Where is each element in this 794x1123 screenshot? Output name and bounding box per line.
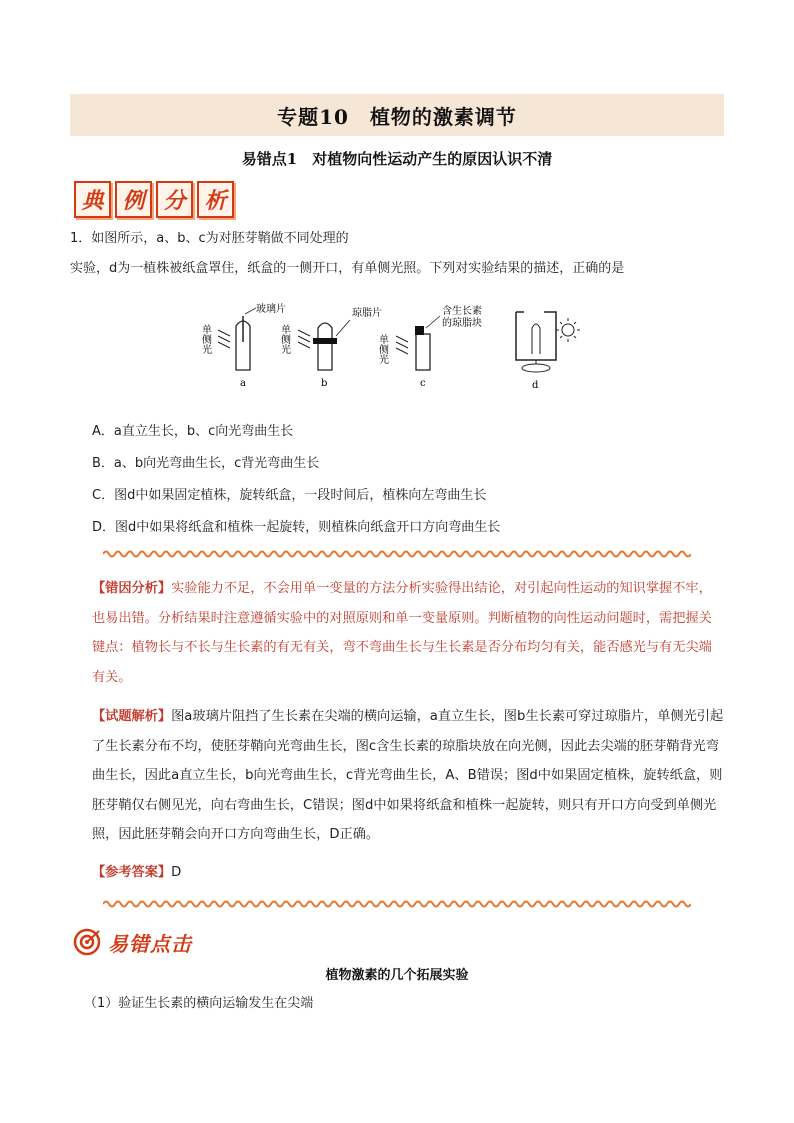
error-analysis-tag: 【错因分析】 <box>92 581 172 596</box>
badge-char: 分 <box>156 181 193 218</box>
target-icon <box>72 927 102 957</box>
error-analysis <box>92 574 724 692</box>
section-subtitle: 易错点1 对植物向性运动产生的原因认识不清 <box>241 150 553 168</box>
wave-divider <box>103 898 691 910</box>
option-b: B．a、b向光弯曲生长，c背光弯曲生长 <box>92 456 320 471</box>
wave-divider <box>103 548 691 560</box>
auxin-agar-label-2: 的琼脂块 <box>442 318 482 329</box>
badge-char: 典 <box>74 181 111 218</box>
error-analysis-text: 实验能力不足，不会用单一变量的方法分析实验得出结论，对引起向性运动的知识掌握不牢，也易出错。分析结果时注意遵循实验中的对照原则和单一变量原则。判断植物的向性运动问题时，需把握关键点：植物长与不长与生长素的有无有关，弯不弯曲生长与生长素是否分布均匀有关，能否感光与有无尖端有关。 <box>92 581 712 685</box>
solution-tag: 【试题解析】 <box>92 709 172 724</box>
answer <box>92 858 724 888</box>
answer-text: D <box>171 865 182 880</box>
caption-c: c <box>420 378 426 389</box>
badge-char: 例 <box>115 181 152 218</box>
agar-label: 琼脂片 <box>352 308 382 319</box>
question-line-1: 1．如图所示，a、b、c为对胚芽鞘做不同处理的 <box>70 231 349 246</box>
badge-char: 析 <box>197 181 234 218</box>
title-bar <box>70 94 724 136</box>
section-item: （1）验证生长素的横向运输发生在尖端 <box>84 996 314 1011</box>
experiment-figure <box>200 302 580 392</box>
figure-a <box>200 302 286 389</box>
option-c: C．图d中如果固定植株，旋转纸盒，一段时间后，植株向左弯曲生长 <box>92 488 487 503</box>
caption-b: b <box>321 378 328 389</box>
figure-d <box>516 312 580 391</box>
caption-d: d <box>532 380 539 391</box>
option-d: D．图d中如果将纸盒和植株一起旋转，则植株向纸盒开口方向弯曲生长 <box>92 520 501 535</box>
example-analysis-badge <box>74 181 234 218</box>
figure-b <box>279 306 383 389</box>
answer-tag: 【参考答案】 <box>92 865 172 880</box>
section-title: 植物激素的几个拓展实验 <box>325 968 469 983</box>
light-label-a: 单侧光 <box>200 324 211 354</box>
page-title: 专题10 植物的激素调节 <box>277 104 517 129</box>
glass-label: 玻璃片 <box>256 304 286 315</box>
solution-text: 图a玻璃片阻挡了生长素在尖端的横向运输，a直立生长，图b生长素可穿过琼脂片，单侧光引起了生长素分布不均，使胚芽鞘向光弯曲生长，图c含生长素的琼脂块放在向光侧，因此去尖端的胚芽鞘背光弯曲生长，因此a直立生长，b向光弯曲生长，c背光弯曲生长，A、B错误；图d中如果固定植株，旋转纸盒，则胚芽鞘仅右侧见光，向右弯曲生长，C错误；图d中如果将纸盒和植株一起旋转，则只有开口方向受到单侧光照，因此胚芽鞘会向开口方向弯曲生长，D正确。 <box>92 709 724 842</box>
error-hit-badge <box>72 927 192 957</box>
error-hit-label: 易错点击 <box>108 931 192 956</box>
light-label-b: 单侧光 <box>278 324 290 354</box>
auxin-agar-label-1: 含生长素 <box>442 306 482 317</box>
question-line-2: 实验，d为一植株被纸盒罩住，纸盒的一侧开口，有单侧光照。下列对实验结果的描述，正确的是 <box>70 261 625 276</box>
option-a: A．a直立生长，b、c向光弯曲生长 <box>92 424 294 439</box>
caption-a: a <box>240 378 246 389</box>
figure-c <box>377 304 483 389</box>
light-label-c: 单侧光 <box>376 334 388 364</box>
solution <box>92 702 724 850</box>
